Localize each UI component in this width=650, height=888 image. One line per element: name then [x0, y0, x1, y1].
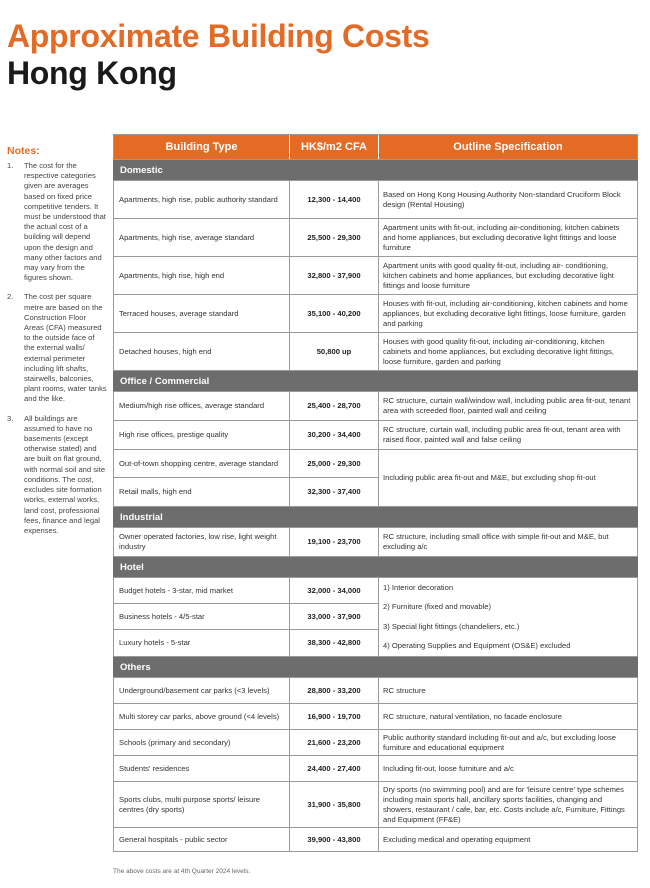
table-row	[113, 528, 638, 557]
row-cost: 32,000 - 34,000	[290, 578, 379, 603]
note-number: 1.	[7, 161, 14, 170]
row-cost: 33,000 - 37,900	[290, 604, 379, 629]
header-spec: Outline Specification	[379, 135, 638, 159]
table-row	[113, 219, 638, 257]
table-row	[113, 828, 638, 852]
row-cost: 31,900 - 35,800	[290, 782, 379, 827]
row-type: Retail malls, high end	[113, 478, 290, 506]
hotel-rows	[113, 578, 379, 656]
note-number: 2.	[7, 292, 14, 302]
row-spec: Excluding medical and operating equipment	[379, 828, 638, 851]
row-type: Apartments, high rise, public authority standard	[113, 181, 290, 218]
hotel-spec-item: 3) Special light fittings (chandeliers, etc.)	[383, 621, 520, 631]
row-type: Business hotels - 4/5-star	[113, 604, 290, 629]
row-spec: Houses with fit-out, including air-conditioning, kitchen cabinets and home appliances, but excluding decorative light fittings, loose furniture, garden and parking	[379, 295, 638, 332]
row-spec: RC structure, curtain wall/window wall, including public area fit-out, tenant area with screeded floor, painted wall and ceiling	[379, 392, 638, 420]
row-cost: 50,800 up	[290, 333, 379, 370]
note-number: 3.	[7, 413, 14, 423]
table-row	[113, 392, 638, 421]
row-spec: RC structure, curtain wall, including public area fit-out, tenant area with raised floor, painted wall and false ceiling	[379, 421, 638, 449]
row-type: Apartments, high rise, high end	[113, 257, 290, 294]
row-type: Budget hotels - 3-star, mid market	[113, 578, 290, 603]
row-cost: 16,900 - 19,700	[290, 704, 379, 729]
hotel-spec-item: 1) Interior decoration	[383, 582, 454, 592]
page-title: Approximate Building Costs	[7, 18, 430, 54]
row-type: High rise offices, prestige quality	[113, 421, 290, 449]
row-cost: 25,500 - 29,300	[290, 219, 379, 256]
row-spec: Public authority standard including fit-out and a/c, but excluding loose furniture and educational equipment	[379, 730, 638, 755]
table-row	[113, 604, 379, 630]
row-cost: 25,000 - 29,300	[290, 450, 379, 477]
table-row	[113, 478, 379, 506]
row-type: Medium/high rise offices, average standard	[113, 392, 290, 420]
row-type: General hospitals - public sector	[113, 828, 290, 851]
note-text: The cost per square metre are based on the Construction Floor Areas (CFA) measured to the outside face of the external walls/ external perimeter including lift shafts, stairwells, balconies, plant rooms, water tanks and the like.	[24, 292, 107, 404]
page-subtitle: Hong Kong	[7, 55, 177, 91]
hotel-block	[113, 578, 638, 657]
table-row	[113, 630, 379, 656]
section-industrial: Industrial	[113, 507, 638, 528]
row-type: Out-of-town shopping centre, average standard	[113, 450, 290, 477]
row-type: Apartments, high rise, average standard	[113, 219, 290, 256]
section-others: Others	[113, 657, 638, 678]
table-row	[113, 181, 638, 219]
section-domestic: Domestic	[113, 160, 638, 181]
row-type: Students' residences	[113, 756, 290, 781]
row-type: Schools (primary and secondary)	[113, 730, 290, 755]
row-type: Luxury hotels - 5-star	[113, 630, 290, 656]
note-item	[7, 414, 107, 536]
row-type: Sports clubs, multi purpose sports/ leisure centres (dry sports)	[113, 782, 290, 827]
row-cost: 39,900 - 43,800	[290, 828, 379, 851]
row-cost: 28,800 - 33,200	[290, 678, 379, 703]
row-spec: Dry sports (no swimming pool) and are for 'leisure centre' type schemes including main sports hall, ancillary sports facilities, changing and showers, restaurant / cafe, bar, etc. Costs include a/c, Furniture, Fittings and Equipment (FF&E)	[379, 782, 638, 827]
retail-block	[113, 450, 638, 507]
table-row	[113, 678, 638, 704]
retail-spec: Including public area fit-out and M&E, but excluding shop fit-out	[379, 450, 638, 506]
row-type: Owner operated factories, low rise, light weight industry	[113, 528, 290, 556]
header-building-type: Building Type	[113, 135, 290, 159]
row-type: Detached houses, high end	[113, 333, 290, 370]
row-type: Multi storey car parks, above ground (<4 levels)	[113, 704, 290, 729]
section-hotel: Hotel	[113, 557, 638, 578]
row-cost: 12,300 - 14,400	[290, 181, 379, 218]
header-cost: HK$/m2 CFA	[290, 135, 379, 159]
row-cost: 38,300 - 42,800	[290, 630, 379, 656]
table-header	[113, 135, 638, 160]
row-cost: 32,300 - 37,400	[290, 478, 379, 506]
table-row	[113, 450, 379, 478]
table-row	[113, 257, 638, 295]
building-costs-table	[113, 134, 638, 852]
row-spec: RC structure, including small office with simple fit-out and M&E, but excluding a/c	[379, 528, 638, 556]
table-row	[113, 333, 638, 371]
table-row	[113, 295, 638, 333]
retail-rows	[113, 450, 379, 506]
row-spec: Including fit-out, loose furniture and a/c	[379, 756, 638, 781]
note-text: The cost for the respective categories given are averages based on fixed price competitive tenders. It must be understood that the actual cost of a building will depend upon the design and many other factors and may vary from the figures shown.	[24, 161, 106, 283]
row-type: Underground/basement car parks (<3 levels)	[113, 678, 290, 703]
row-cost: 24,400 - 27,400	[290, 756, 379, 781]
row-cost: 25,400 - 28,700	[290, 392, 379, 420]
row-cost: 30,200 - 34,400	[290, 421, 379, 449]
row-spec: Apartment units with fit-out, including air-conditioning, kitchen cabinets and home appliances, but excluding decorative light fittings and loose furniture	[379, 219, 638, 256]
table-row	[113, 782, 638, 828]
hotel-spec	[379, 578, 638, 656]
footnote: The above costs are at 4th Quarter 2024 levels.	[113, 868, 251, 875]
row-spec: Based on Hong Kong Housing Authority Non-standard Cruciform Block design (Rental Housing)	[379, 181, 638, 218]
table-row	[113, 704, 638, 730]
notes-title: Notes:	[7, 145, 40, 157]
table-row	[113, 730, 638, 756]
row-cost: 19,100 - 23,700	[290, 528, 379, 556]
row-cost: 32,800 - 37,900	[290, 257, 379, 294]
row-cost: 21,600 - 23,200	[290, 730, 379, 755]
note-item	[7, 292, 107, 404]
row-cost: 35,100 - 40,200	[290, 295, 379, 332]
note-item	[7, 161, 107, 283]
section-office-commercial: Office / Commercial	[113, 371, 638, 392]
note-text: All buildings are assumed to have no basements (except otherwise stated) and are built on flat ground, with normal soil and site conditions. The cost, excludes site formation works, external works, land cost, professional fees, finance and legal expenses.	[24, 413, 106, 535]
table-row	[113, 756, 638, 782]
row-spec: RC structure	[379, 678, 638, 703]
hotel-spec-item: 2) Furniture (fixed and movable)	[383, 602, 492, 612]
row-spec: Houses with good quality fit-out, including air-conditioning, kitchen cabinets and home appliances, but excluding decorative light fittings, loose furniture, garden and parking	[379, 333, 638, 370]
hotel-spec-item: 4) Operating Supplies and Equipment (OS&E) excluded	[383, 641, 571, 651]
table-row	[113, 421, 638, 450]
row-type: Terraced houses, average standard	[113, 295, 290, 332]
notes-panel	[7, 145, 107, 545]
row-spec: Apartment units with good quality fit-out, including air- conditioning, kitchen cabinets and home appliances, but excluding decorative light fittings and loose furniture	[379, 257, 638, 294]
table-row	[113, 578, 379, 604]
row-spec: RC structure, natural ventilation, no facade enclosure	[379, 704, 638, 729]
